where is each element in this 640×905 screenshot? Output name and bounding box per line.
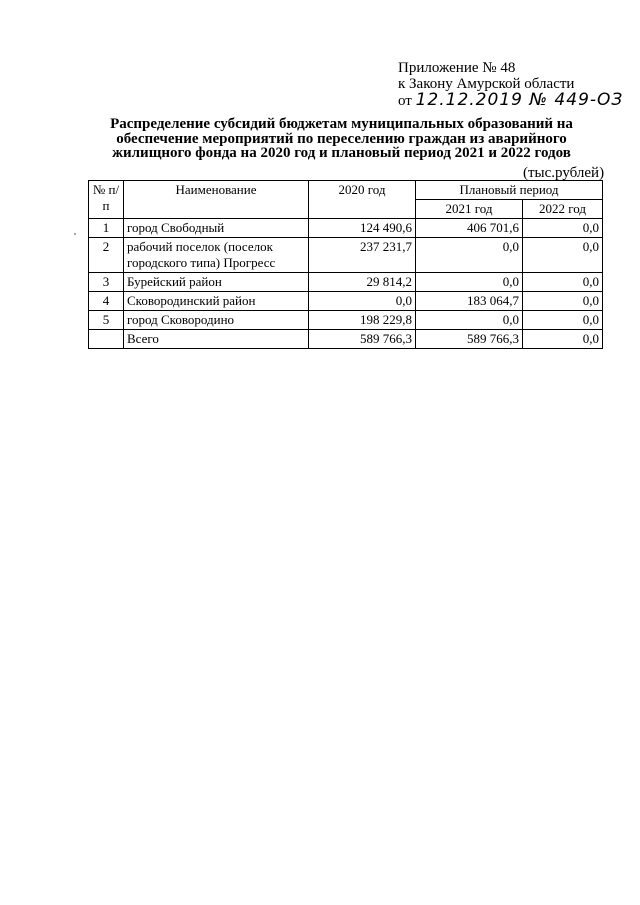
appendix-number: Приложение № 48: [398, 60, 516, 76]
cell-2022: 0,0: [523, 238, 603, 273]
cell-2021: 183 064,7: [416, 292, 523, 311]
total-2020: 589 766,3: [309, 330, 416, 349]
header-name: Наименование: [124, 181, 309, 219]
cell-2021: 0,0: [416, 273, 523, 292]
cell-num: 3: [89, 273, 124, 292]
cell-name: Бурейский район: [124, 273, 309, 292]
header-2021: 2021 год: [416, 200, 523, 219]
header-planned: Плановый период: [416, 181, 603, 200]
cell-2022: 0,0: [523, 273, 603, 292]
cell-2021: 0,0: [416, 311, 523, 330]
appendix-header: [398, 60, 623, 109]
handwritten-date-number: 12.12.2019 № 449-ОЗ: [415, 90, 624, 110]
cell-num: 4: [89, 292, 124, 311]
table-header-row: [89, 181, 603, 200]
document-title: [104, 117, 579, 161]
cell-2020: 29 814,2: [309, 273, 416, 292]
cell-num: 5: [89, 311, 124, 330]
appendix-date-prefix: от: [398, 93, 412, 109]
total-2022: 0,0: [523, 330, 603, 349]
table-row: [89, 219, 603, 238]
header-num: № п/п: [89, 181, 124, 219]
cell-2020: 237 231,7: [309, 238, 416, 273]
table-row: [89, 238, 603, 273]
cell-2022: 0,0: [523, 311, 603, 330]
subsidy-table: [88, 180, 603, 349]
table-row: [89, 273, 603, 292]
table-row: [89, 292, 603, 311]
cell-2022: 0,0: [523, 219, 603, 238]
scan-mark: [74, 233, 76, 235]
cell-name: город Свободный: [124, 219, 309, 238]
cell-2020: 124 490,6: [309, 219, 416, 238]
units-label: (тыс.рублей): [523, 165, 605, 181]
cell-2020: 0,0: [309, 292, 416, 311]
cell-2020: 198 229,8: [309, 311, 416, 330]
table-row: [89, 311, 603, 330]
cell-2022: 0,0: [523, 292, 603, 311]
appendix-law: к Закону Амурской области: [398, 76, 575, 92]
cell-num: 2: [89, 238, 124, 273]
title-line-1: Распределение субсидий бюджетам муниципальных образований на: [110, 116, 573, 132]
cell-name: город Сковородино: [124, 311, 309, 330]
cell-2021: 0,0: [416, 238, 523, 273]
cell-name: Сковородинский район: [124, 292, 309, 311]
cell-name: рабочий поселок (поселок городского типа) Прогресс: [124, 238, 309, 273]
table-total-row: [89, 330, 603, 349]
cell-num: 1: [89, 219, 124, 238]
header-2020: 2020 год: [309, 181, 416, 219]
title-line-3: жилищного фонда на 2020 год и плановый период 2021 и 2022 годов: [112, 145, 571, 161]
total-label: Всего: [124, 330, 309, 349]
cell-2021: 406 701,6: [416, 219, 523, 238]
title-line-2: обеспечение мероприятий по переселению граждан из аварийного: [116, 130, 567, 147]
total-2021: 589 766,3: [416, 330, 523, 349]
appendix-date-line: [398, 92, 623, 109]
cell-num-empty: [89, 330, 124, 349]
header-2022: 2022 год: [523, 200, 603, 219]
